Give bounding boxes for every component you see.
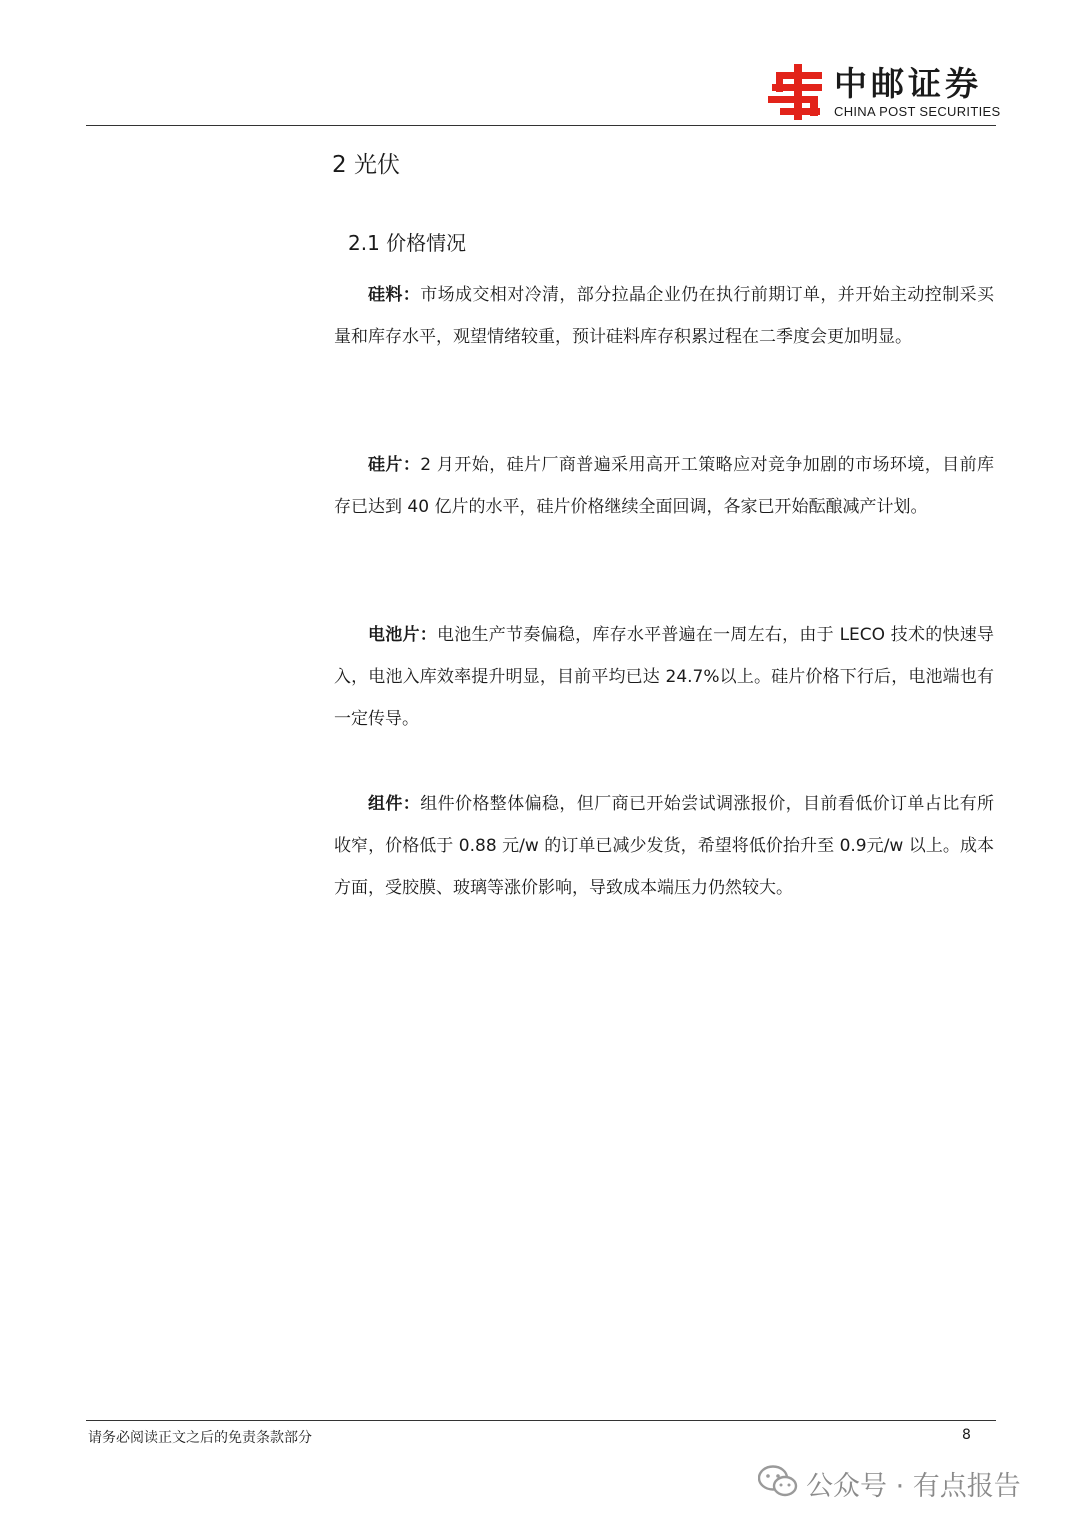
- wechat-icon: [758, 1464, 798, 1498]
- paragraph-label: 硅片：: [368, 455, 421, 475]
- disclaimer-note: 请务必阅读正文之后的免责条款部分: [88, 1430, 312, 1446]
- paragraph-silicon-material: [334, 274, 994, 358]
- paragraph-label: 组件：: [368, 794, 421, 814]
- section-title: 2 光伏: [332, 152, 400, 178]
- paragraph-label: 电池片：: [368, 625, 438, 645]
- page-number: 8: [962, 1427, 971, 1443]
- china-post-logo-icon: [768, 64, 826, 120]
- footer-divider: [86, 1420, 996, 1421]
- brand-name-cn: 中邮证券: [834, 64, 982, 103]
- paragraph-module: [334, 783, 994, 909]
- paragraph-text: 组件价格整体偏稳，但厂商已开始尝试调涨报价，目前看低价订单占比有所收窄，价格低于 0.88 元/w 的订单已减少发货，希望将低价抬升至 0.9元/w 以上。成本方面，受胶膜、玻璃等涨价影响，导致成本端压力仍然较大。: [334, 794, 995, 898]
- subsection-title: 2.1 价格情况: [348, 231, 467, 255]
- brand-logo: [768, 64, 1001, 124]
- paragraph-wafer: [334, 444, 994, 528]
- paragraph-text: 2 月开始，硅片厂商普遍采用高开工策略应对竞争加剧的市场环境，目前库存已达到 40 亿片的水平，硅片价格继续全面回调，各家已开始酝酿减产计划。: [334, 455, 995, 517]
- paragraph-label: 硅料：: [368, 285, 421, 305]
- watermark-text: 公众号 · 有点报告: [806, 1471, 1021, 1502]
- paragraph-text: 电池生产节奏偏稳，库存水平普遍在一周左右，由于 LECO 技术的快速导入，电池入库效率提升明显，目前平均已达 24.7%以上。硅片价格下行后，电池端也有一定传导。: [334, 625, 994, 729]
- paragraph-cell: [334, 614, 994, 740]
- paragraph-text: 市场成交相对冷清，部分拉晶企业仍在执行前期订单，并开始主动控制采买量和库存水平，观望情绪较重，预计硅料库存积累过程在二季度会更加明显。: [334, 285, 995, 347]
- header-divider: [86, 125, 996, 126]
- brand-name-en: CHINA POST SECURITIES: [834, 104, 1001, 119]
